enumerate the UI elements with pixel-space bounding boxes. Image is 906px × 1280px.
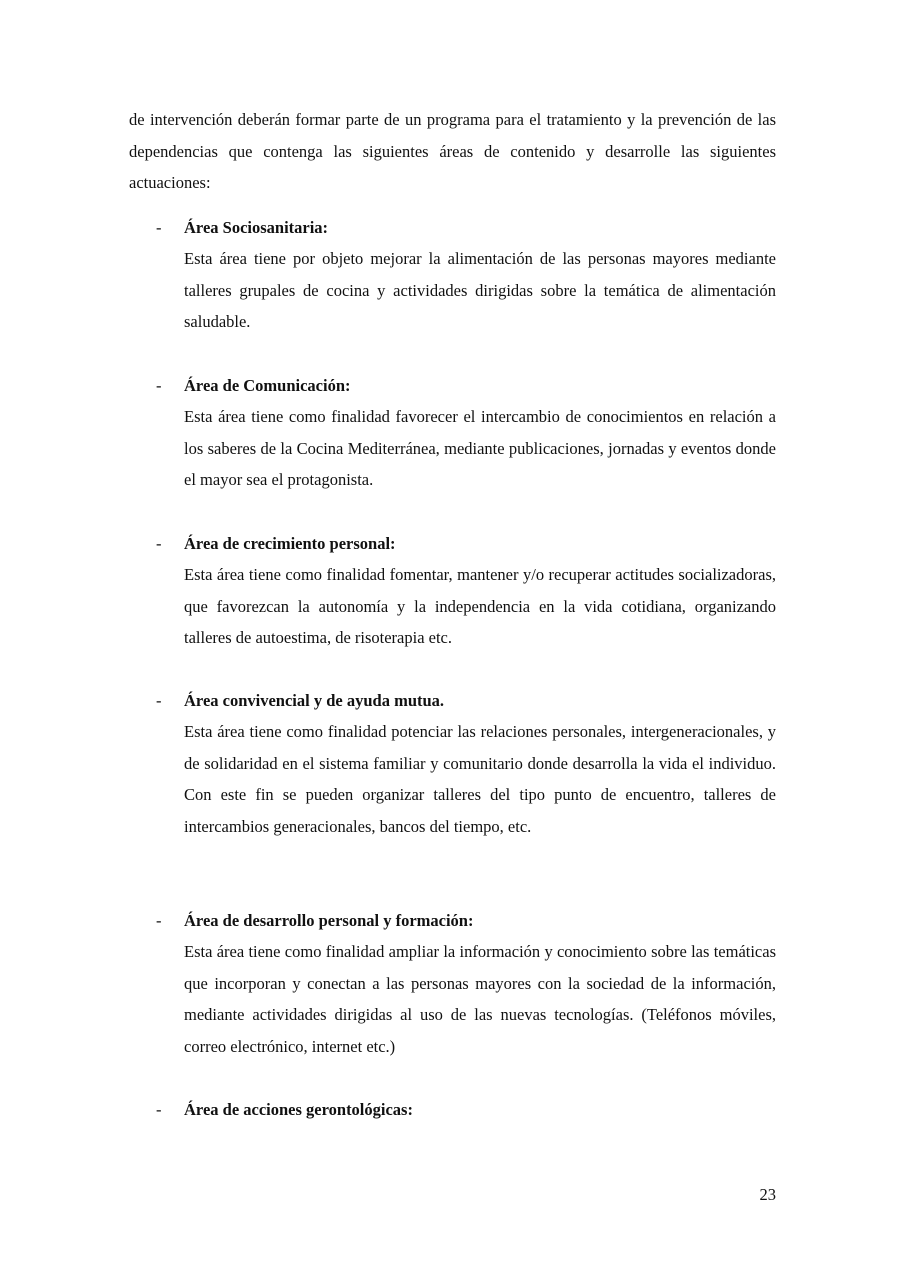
section-body: Esta área tiene como finalidad favorecer el intercambio de conocimientos en relación a los saberes de la Cocina Mediterránea, mediante publicaciones, jornadas y eventos donde el mayor sea el protagonista.: [184, 407, 776, 489]
section-heading: [129, 685, 776, 716]
list-dash: -: [156, 218, 162, 237]
section-title: Área de Comunicación:: [184, 376, 351, 395]
section-body: Esta área tiene como finalidad potenciar las relaciones personales, intergeneracionales, y de solidaridad en el sistema familiar y comunitario donde desarrolla la vida el individuo. Con este fin se pueden organizar talleres del tipo punto de encuentro, talleres de intercambios generacionales, bancos del tiempo, etc.: [184, 722, 776, 836]
page-number: 23: [759, 1185, 776, 1204]
section-acciones-gerontologicas: [129, 1094, 776, 1125]
section-sociosanitaria: [129, 212, 776, 338]
section-title: Área de desarrollo personal y formación:: [184, 911, 474, 930]
section-title: Área de acciones gerontológicas:: [184, 1100, 413, 1119]
section-heading: [129, 528, 776, 559]
section-title: Área de crecimiento personal:: [184, 534, 396, 553]
list-dash: -: [156, 376, 162, 395]
section-body: Esta área tiene por objeto mejorar la alimentación de las personas mayores mediante talleres grupales de cocina y actividades dirigidas sobre la temática de alimentación saludable.: [184, 249, 776, 331]
section-heading: [129, 212, 776, 243]
list-dash: -: [156, 911, 162, 930]
section-convivencial: [129, 685, 776, 842]
section-comunicacion: [129, 370, 776, 496]
list-dash: -: [156, 691, 162, 710]
section-heading: [129, 370, 776, 401]
section-body: Esta área tiene como finalidad fomentar, mantener y/o recuperar actitudes socializadoras, que favorezcan la autonomía y la independencia en la vida cotidiana, organizando talleres de autoestima, de risoterapia etc.: [184, 565, 776, 647]
intro-paragraph: de intervención deberán formar parte de un programa para el tratamiento y la prevención de las dependencias que contenga las siguientes áreas de contenido y desarrolle las siguientes actuaciones:: [129, 110, 776, 192]
section-desarrollo-personal: [129, 905, 776, 1062]
section-title: Área Sociosanitaria:: [184, 218, 329, 237]
section-crecimiento-personal: [129, 528, 776, 654]
section-body: Esta área tiene como finalidad ampliar la información y conocimiento sobre las temáticas que incorporan y conectan a las personas mayores con la sociedad de la información, mediante actividades dirigidas al uso de las nuevas tecnologías. (Teléfonos móviles, correo electrónico, internet etc.): [184, 942, 776, 1056]
section-heading: [129, 905, 776, 936]
list-dash: -: [156, 534, 162, 553]
section-heading: [129, 1094, 776, 1125]
section-title: Área convivencial y de ayuda mutua.: [184, 691, 445, 710]
list-dash: -: [156, 1100, 162, 1119]
